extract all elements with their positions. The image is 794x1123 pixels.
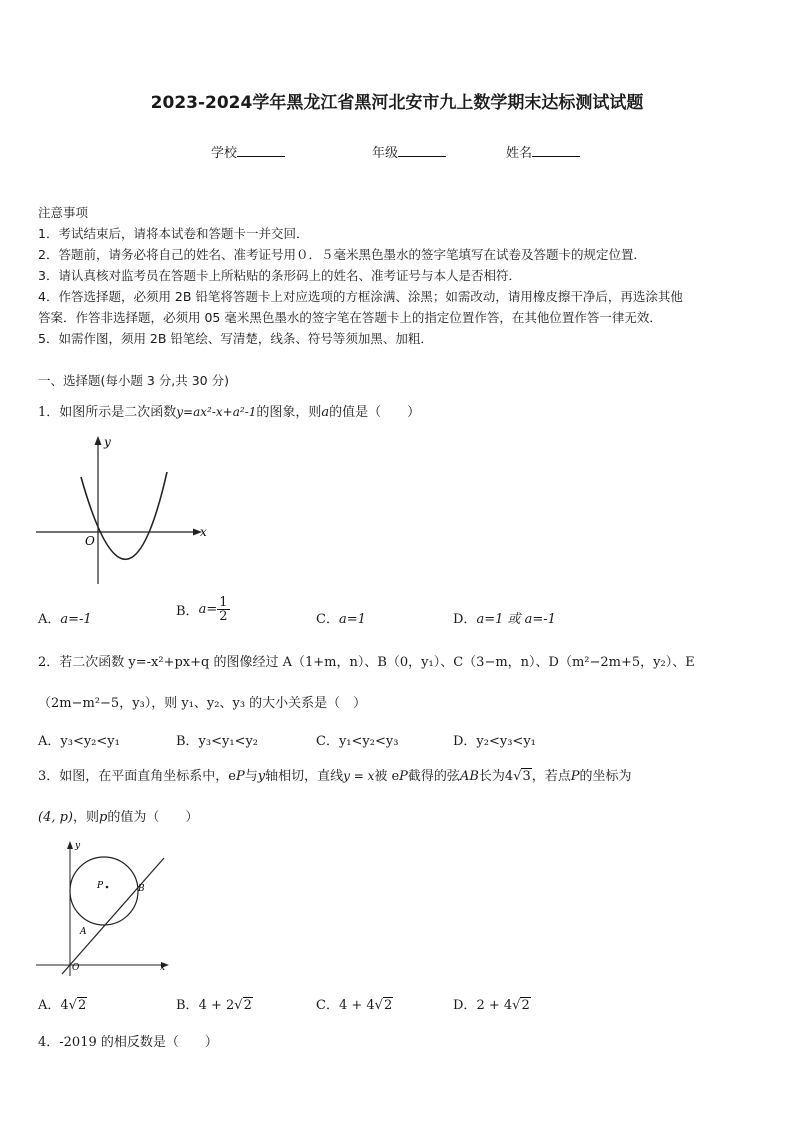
q1-parabola-graph (36, 432, 216, 590)
q2-option-d[interactable]: D．y₂<y₃<y₁ (453, 734, 536, 749)
q3-option-a[interactable]: A．4√2 (38, 998, 87, 1013)
q1-text: 的图象，则 (256, 405, 322, 420)
notice-item: 答案．作答非选择题，必须用 05 毫米黑色墨水的签字笔在答题卡上的指定位置作答，在其他位置作答一律无效． (38, 310, 662, 325)
question-3-line-2: (4, p)，则p的值为（ ） (38, 810, 199, 825)
point-p-label: P (97, 881, 104, 891)
q1-function: y=ax²-x+a²-1 (176, 405, 257, 419)
q3-circle-figure (36, 838, 176, 978)
q2-option-b[interactable]: B．y₃<y₁<y₂ (176, 734, 259, 749)
q3-option-b[interactable]: B．4 + 2√2 (176, 998, 252, 1013)
question-2-line-1: 2．若二次函数 y=-x²+px+q 的图像经过 A（1+m，n）、B（0，y₁）、C（3−m，n）、D（m²−2m+5，y₂）、E (38, 655, 695, 670)
grade-field (372, 142, 446, 161)
name-blank (532, 144, 580, 157)
q1-option-c[interactable]: C．a=1 (316, 612, 366, 627)
q1-option-d[interactable]: D．a=1 或 a=-1 (453, 612, 556, 627)
notice-item: 5．如需作图，须用 2B 铅笔绘、写清楚，线条、符号等须加黑、加粗． (38, 331, 433, 346)
section-heading: 一、选择题(每小题 3 分,共 30 分) (38, 373, 229, 388)
question-3-line-1: 3．如图，在平面直角坐标系中，eP与y轴相切，直线y = x被 eP截得的弦AB长为4√3，若点P的坐标为 (38, 769, 632, 784)
name-label: 姓名 (506, 146, 533, 161)
notice-heading: 注意事项 (38, 205, 89, 220)
grade-blank (398, 144, 446, 157)
notice-item: 4．作答选择题，必须用 2B 铅笔将答题卡上对应选项的方框涂满、涂黑；如需改动，请用橡皮擦干净后，再选涂其他 (38, 289, 683, 304)
notice-item: 1．考试结束后，请将本试卷和答题卡一并交回． (38, 226, 309, 241)
q2-option-c[interactable]: C．y₁<y₂<y₃ (316, 734, 399, 749)
q2-option-a[interactable]: A．y₃<y₂<y₁ (38, 734, 120, 749)
x-axis-label: x (200, 525, 207, 539)
origin-label: O (85, 534, 95, 548)
notice-item: 3．请认真核对监考员在答题卡上所粘贴的条形码上的姓名、准考证号与本人是否相符． (38, 268, 521, 283)
grade-label: 年级 (372, 146, 399, 161)
page-title: 2023-2024学年黑龙江省黑河北安市九上数学期末达标测试试题 (150, 93, 644, 113)
origin-label: O (72, 963, 80, 973)
y-axis-label: y (104, 435, 111, 449)
q3-option-d[interactable]: D．2 + 4√2 (453, 998, 530, 1013)
notice-item: 2．答题前，请务必将自己的姓名、准考证号用０．５毫米黑色墨水的签字笔填写在试卷及答题卡的规定位置． (38, 247, 646, 262)
question-1 (38, 401, 420, 420)
q1-variable: a (321, 405, 330, 420)
point-a-label: A (80, 927, 87, 937)
q1-text: 1．如图所示是二次函数 (38, 405, 177, 420)
school-field (211, 142, 285, 161)
school-blank (237, 144, 285, 157)
q1-option-a[interactable]: A．a=-1 (38, 612, 92, 627)
question-4: 4．-2019 的相反数是（ ） (38, 1035, 218, 1050)
point-b-label: B (138, 884, 145, 894)
q1-option-b[interactable]: B．a= $\frac{1}{2}$ (176, 595, 228, 624)
q1-text: 的值是（ ） (329, 405, 421, 420)
q3-option-c[interactable]: C．4 + 4√2 (316, 998, 393, 1013)
question-2-line-2: （2m−m²−5，y₃），则 y₁、y₂、y₃ 的大小关系是（ ） (38, 696, 367, 711)
name-field (506, 142, 580, 161)
y-axis-label: y (75, 841, 81, 851)
x-axis-label: x (160, 963, 166, 973)
school-label: 学校 (211, 146, 238, 161)
